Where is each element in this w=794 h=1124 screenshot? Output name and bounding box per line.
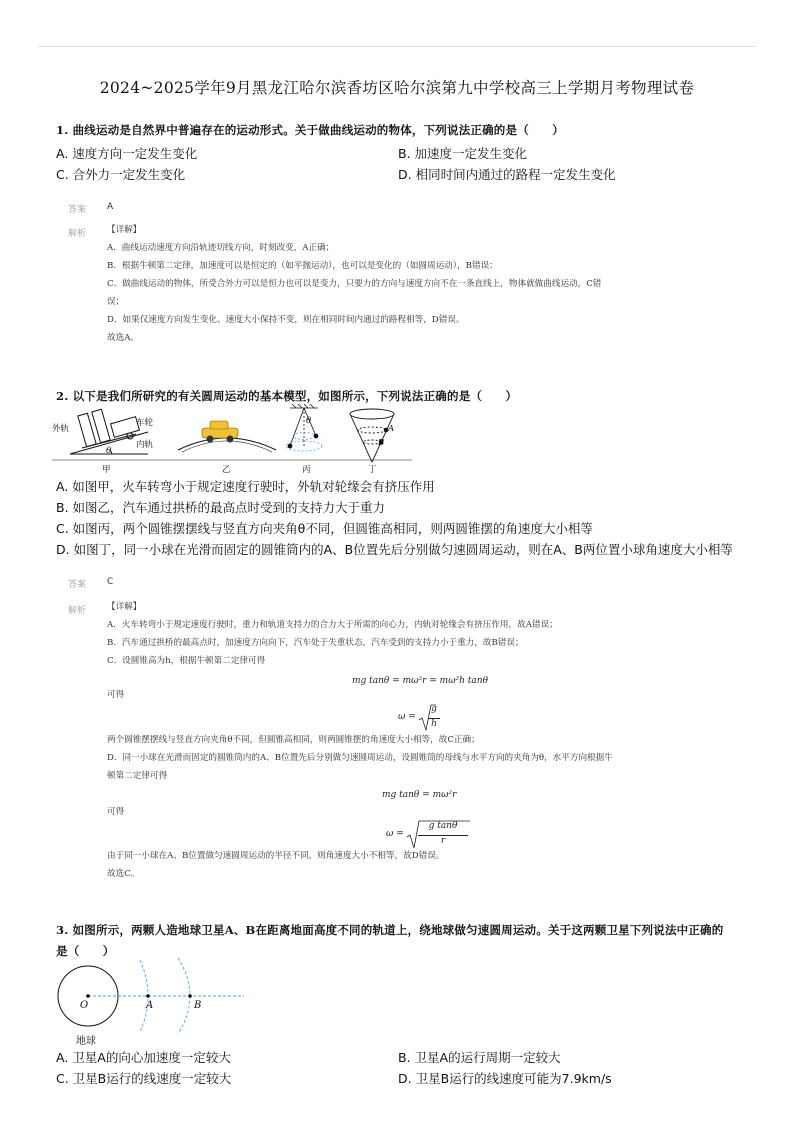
fig-caption-bing: 丙	[302, 465, 311, 475]
label-a: A	[146, 1000, 154, 1011]
q3-option-c[interactable]: C. 卫星B运行的线速度一定较大	[56, 1071, 232, 1086]
q2-keyi-2: 可得	[107, 807, 125, 817]
label-b: B	[194, 1000, 202, 1011]
q1-answer-value: A	[107, 202, 114, 212]
q1-solution-line: 误；	[107, 297, 125, 307]
q1-answer-label: 答案	[68, 205, 87, 215]
q2-solution-line: 由于同一小球在A、B位置做匀速圆周运动的半径不同，则角速度大小不相等，故D错误。	[107, 851, 445, 861]
q2-option-a[interactable]: A. 如图甲，火车转弯小于规定速度行驶时，外轨对轮缘会有挤压作用	[56, 479, 435, 494]
q1-option-c[interactable]: C. 合外力一定发生变化	[56, 167, 186, 182]
q1-option-a[interactable]: A. 速度方向一定发生变化	[56, 146, 198, 161]
q1-solution-line: D．如果仅速度方向发生变化、速度大小保持不变，则在相同时间内通过的路程相等，D错误。	[107, 315, 465, 325]
label-earth: 地球	[76, 1036, 96, 1047]
q2-detail-heading: 【详解】	[107, 602, 142, 612]
q2-eq4-num: g tanθ	[428, 821, 458, 831]
fig-caption-ding: 丁	[368, 465, 377, 475]
q3-figure-drawing	[52, 958, 252, 1034]
q3-stem-line-1: 3. 如图所示，两颗人造地球卫星A、B在距离地面高度不同的轨道上，绕地球做匀速圆周运动。关于这两颗卫星下列说法中正确的	[56, 923, 724, 937]
fig-ding-cone	[350, 409, 394, 462]
center-dot	[86, 994, 90, 998]
q2-stem: 2. 以下是我们所研究的有关圆周运动的基本模型，如图所示，下列说法正确的是（ ）	[56, 389, 518, 403]
fig-label-b: B	[378, 438, 385, 448]
q2-solution-part-b	[107, 731, 613, 785]
q2-solution-part-c	[107, 847, 444, 883]
q2-solution-line: C．设圆锥高为h，根据牛顿第二定律可得	[107, 656, 266, 666]
q3-figure	[52, 958, 252, 1046]
q2-eq4-lhs: ω =	[386, 829, 404, 839]
fig-label-inner-rail: 内轨	[136, 440, 154, 450]
q2-option-b[interactable]: B. 如图乙，汽车通过拱桥的最高点时受到的支持力大于重力	[56, 500, 386, 515]
q1-option-d[interactable]: D. 相同时间内通过的路程一定发生变化	[398, 167, 616, 182]
fig-bing-pendulum	[286, 404, 322, 451]
fig-label-wheel: 车轮	[136, 418, 154, 428]
q2-equation-1: mg tanθ = mω²r = mω²h tanθ	[352, 676, 488, 686]
q1-option-b[interactable]: B. 加速度一定发生变化	[398, 146, 528, 161]
fig-label-theta-bing: θ	[306, 416, 312, 426]
q3-option-a[interactable]: A. 卫星A的向心加速度一定较大	[56, 1050, 231, 1065]
q2-answer-label: 答案	[68, 580, 87, 590]
q2-solution-line: 顿第二定律可得	[107, 771, 168, 781]
satellite-a-dot	[146, 994, 150, 998]
q2-answer-value: C	[107, 577, 114, 587]
page-title: 2024~2025学年9月黑龙江哈尔滨香坊区哈尔滨第九中学校高三上学期月考物理试卷	[99, 79, 695, 97]
q2-eq4-den: r	[440, 836, 446, 846]
q2-solution-line: 两个圆锥摆摆线与竖直方向夹角θ不同，但圆锥高相同，则两圆锥摆的角速度大小相等，故C正确；	[107, 735, 480, 745]
q2-eq2-num: g	[431, 704, 437, 714]
q2-equation-3: mg tanθ = mω²r	[382, 790, 457, 800]
q3-option-b[interactable]: B. 卫星A的运行周期一定较大	[398, 1050, 561, 1065]
q1-stem: 1. 曲线运动是自然界中普遍存在的运动形式。关于做曲线运动的物体，下列说法正确的是（ ）	[56, 123, 565, 137]
q2-solution-part-a	[107, 598, 558, 670]
q1-solution-line: C．做曲线运动的物体，所受合外力可以是恒力也可以是变力，只要力的方向与速度方向不在一条直线上，物体就做曲线运动，C错	[107, 279, 602, 289]
q2-analysis-label: 解析	[68, 606, 87, 616]
q1-detail-heading: 【详解】	[107, 225, 142, 235]
q1-solution	[107, 221, 601, 347]
q3-stem-line-2: 是（ ）	[56, 944, 115, 958]
top-divider	[38, 46, 756, 47]
satellite-b-dot	[188, 994, 192, 998]
fig-caption-jia: 甲	[102, 465, 111, 475]
q2-option-c[interactable]: C. 如图丙，两个圆锥摆摆线与竖直方向夹角θ不同，但圆锥高相同，则两圆锥摆的角速度大小相等	[56, 521, 593, 536]
q2-figure	[52, 404, 412, 476]
fig-caption-yi: 乙	[222, 465, 231, 475]
label-o: O	[80, 1000, 89, 1011]
q2-solution-line: A．火车转弯小于规定速度行驶时，重力和轨道支持力的合力大于所需的向心力，内轨对轮缘会有挤压作用，故A错误；	[107, 620, 558, 630]
fig-label-outer-rail: 外轨	[52, 424, 70, 434]
q1-solution-line: B．根据牛顿第二定律，加速度可以是恒定的（如平抛运动），也可以是变化的（如圆周运动），B错误；	[107, 261, 498, 271]
q1-analysis-label: 解析	[68, 229, 87, 239]
q1-solution-line: 故选A。	[107, 333, 139, 343]
q2-keyi-1: 可得	[107, 690, 125, 700]
fig-yi-bridge	[178, 421, 276, 452]
q2-solution-line: B．汽车通过拱桥的最高点时，加速度方向向下，汽车处于失重状态，汽车受到的支持力小于重力，故B错误；	[107, 638, 524, 648]
q2-eq2-den: h	[431, 719, 437, 729]
q2-solution-line: 故选C。	[107, 869, 140, 879]
q2-eq2-lhs: ω =	[398, 712, 416, 722]
q2-option-d[interactable]: D. 如图丁，同一小球在光滑而固定的圆锥筒内的A、B位置先后分别做匀速圆周运动，则在A、B两位置小球角速度大小相等	[56, 542, 733, 557]
fig-label-theta-jia: θ	[106, 446, 112, 456]
q1-solution-line: A．曲线运动速度方向沿轨迹切线方向，时刻改变，A正确；	[107, 243, 335, 253]
fig-label-a: A	[388, 424, 395, 434]
q3-option-d[interactable]: D. 卫星B运行的线速度可能为7.9km/s	[398, 1071, 612, 1086]
q2-solution-line: D．同一小球在光滑而固定的圆锥筒内的A、B位置先后分别做匀速圆周运动，设圆锥筒的母线与水平方向的夹角为θ，水平方向根据牛	[107, 753, 613, 763]
